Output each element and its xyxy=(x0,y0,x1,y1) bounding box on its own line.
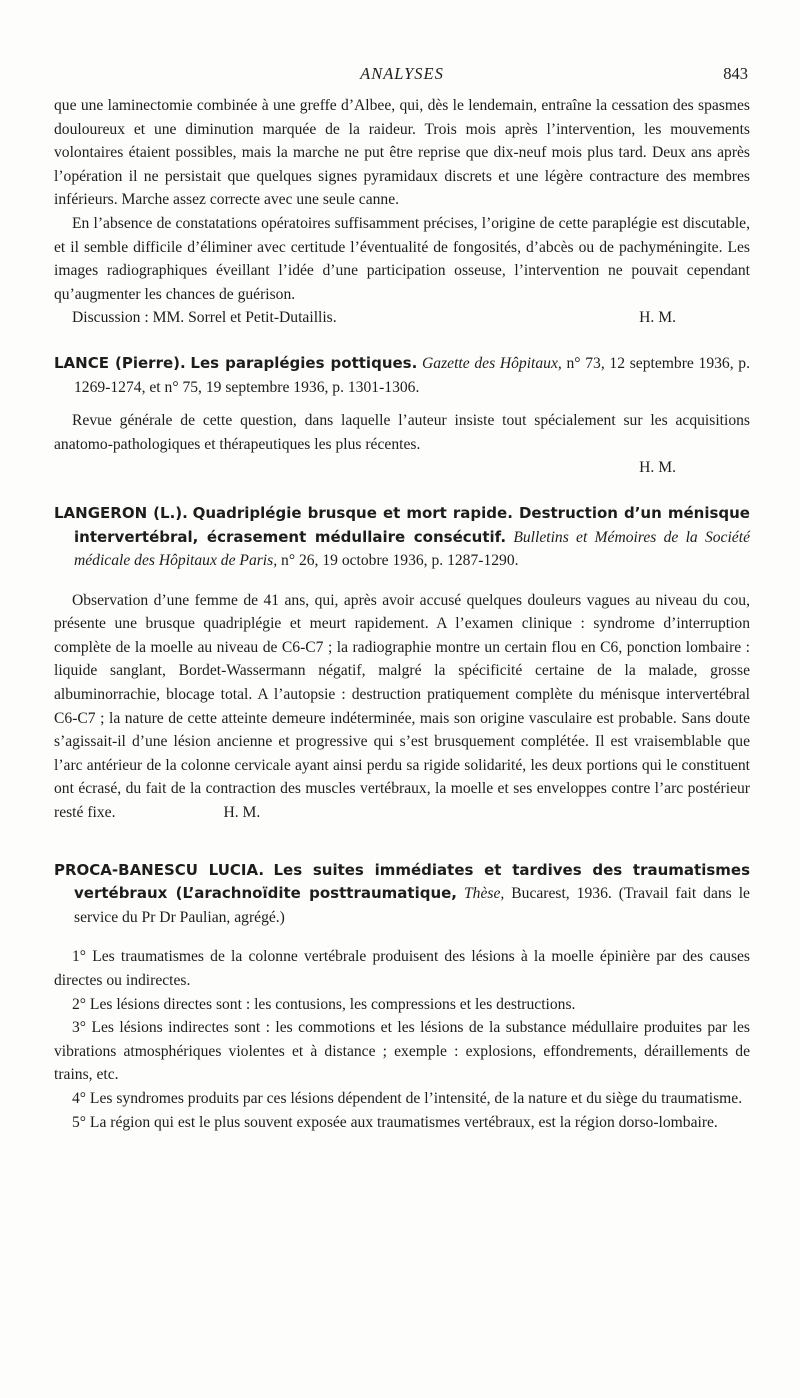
numbered-point: 5° La région qui est le plus souvent exposée aux traumatismes vertébraux, est la région dorso-lombaire. xyxy=(72,1113,718,1131)
entry-journal: Bulletins et Mémoires de la Société médicale des Hôpitaux de Paris, xyxy=(74,528,750,570)
page-number: 843 xyxy=(723,64,748,83)
entry-body-text: Observation d’une femme de 41 ans, qui, après avoir accusé quelques douleurs vagues au niveau du cou, présente une brusque quadriplégie et meurt rapidement. A l’examen clinique : syndrome d’interruption complète de la moelle au niveau de C6-C7 ; la radiographie montre un certain flou en C6, ponction lombaire : liquide sanglant, Bordet-Wassermann négatif, malgré la spécificité certaine de la malade, grosse albuminorrachie, blocage total. A l’autopsie : destruction pratiquement complète du ménisque intervertébral C6-C7 ; la nature de cette atteinte demeure indéterminée, mais son origine vasculaire est probable. Sans doute s’agissait-il d’une lésion ancienne et progressive qui s’est brusquement complétée. Il est vraisemblable que l’arc antérieur de la colonne cervicale ayant ainsi perdu sa rigide solidarité, les deux portions qui le constituent ont écrasé, du fait de la contraction des muscles vertébraux, la moelle et ses enveloppes contre l’arc postérieur resté fixe. xyxy=(54,591,750,822)
continued-paragraph-1: que une laminectomie combinée à une greffe d’Albee, qui, dès le lendemain, entraîne la cessation des spasmes douloureux et une diminution marquée de la raideur. Trois mois après l’intervention, les mouvements volontaires étaient possibles, mais la marche ne put être reprise que dix-neuf mois plus tard. Deux ans après l’opération il ne persistait que quelques signes pyramidaux discrets et une légère contracture des membres inférieurs. Marche assez correcte avec une seule canne. xyxy=(54,97,750,209)
reference-lance xyxy=(54,352,750,399)
entry-details: Bucarest, 1936. (Travail fait dans le service du Pr Dr Paulian, agrégé.) xyxy=(74,885,750,926)
entry-author: LANGERON (L.). xyxy=(54,503,188,522)
entry-details: n° 26, 19 octobre 1936, p. 1287-1290. xyxy=(281,552,519,570)
numbered-point: 1° Les traumatismes de la colonne vertébrale produisent des lésions à la moelle épinière par des causes directes ou indirectes. xyxy=(54,948,750,989)
signature: H. M. xyxy=(639,309,676,327)
signature: H. M. xyxy=(639,459,676,477)
page-header xyxy=(54,64,750,94)
continued-paragraph-2: En l’absence de constatations opératoires suffisamment précises, l’origine de cette paraplégie est discutable, et il semble difficile d’éliminer avec certitude l’éventualité de fongosités, d’abcès ou de pachyméningite. Les images radiographiques éveillant l’idée d’une participation osseuse, l’intervention ne pouvait cependant qu’augmenter les chances de guérison. xyxy=(54,214,750,303)
reference-langeron xyxy=(54,502,750,573)
entry-title: Les paraplégies pottiques. xyxy=(190,353,418,372)
entry-author: PROCA-BANESCU LUCIA. xyxy=(54,860,265,879)
discussion-text: Discussion : MM. Sorrel et Petit-Dutaillis. xyxy=(72,309,337,327)
signature: H. M. xyxy=(223,804,261,822)
entry-title: Les suites immédiates et tardives des traumatismes vertébraux (L’arachnoïdite posttraumatique, xyxy=(74,860,750,903)
reference-proca-banescu xyxy=(54,859,750,930)
entry-details: n° 73, 12 septembre 1936, p. 1269-1274, et n° 75, 19 septembre 1936, p. 1301-1306. xyxy=(74,354,751,396)
numbered-point: 4° Les syndromes produits par ces lésions dépendent de l’intensité, de la nature et du siège du traumatisme. xyxy=(72,1089,743,1107)
entry-body xyxy=(54,589,750,825)
discussion-line xyxy=(54,306,750,330)
running-title: ANALYSES xyxy=(360,64,444,83)
numbered-point: 2° Les lésions directes sont : les contusions, les compressions et les destructions. xyxy=(72,995,576,1013)
entry-title: Quadriplégie brusque et mort rapide. Destruction d’un ménisque intervertébral, écrasement médullaire consécutif. xyxy=(74,503,750,546)
numbered-point: 3° Les lésions indirectes sont : les commotions et les lésions de la substance médullaire produites par les vibrations atmosphériques violentes et à distance ; exemple : explosions, effondrements, déraillements de trains, etc. xyxy=(54,1019,750,1084)
entry-author: LANCE (Pierre). xyxy=(54,353,186,372)
entry-journal: Gazette des Hôpitaux, xyxy=(422,354,562,372)
entry-body: Revue générale de cette question, dans laquelle l’auteur insiste tout spécialement sur les acquisitions anatomo-pathologiques et thérapeutiques les plus récentes. xyxy=(54,412,750,453)
entry-journal: Thèse, xyxy=(463,885,505,903)
page xyxy=(54,64,750,1134)
